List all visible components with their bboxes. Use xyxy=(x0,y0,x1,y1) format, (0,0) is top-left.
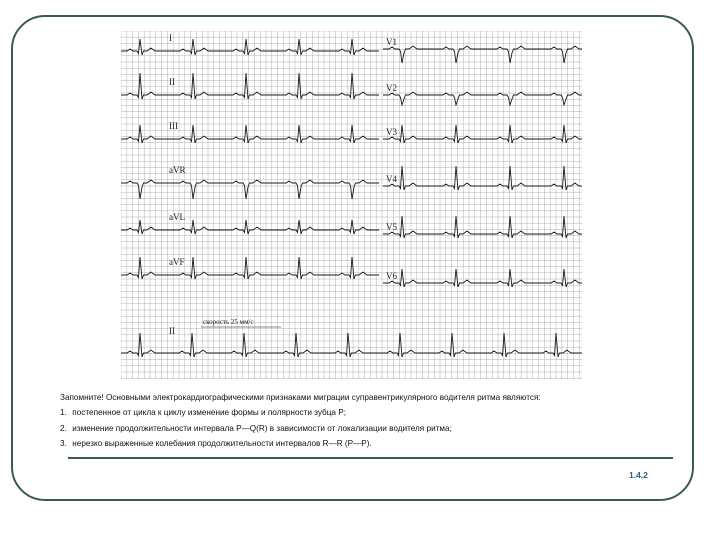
lead-label: V4 xyxy=(386,174,397,184)
ecg-trace-left xyxy=(121,180,379,199)
notes-block xyxy=(60,390,680,452)
notes-item-text: нерезко выраженные колебания продолжительности интервалов R—R (P—P). xyxy=(72,439,372,449)
lead-label: aVR xyxy=(169,165,186,175)
notes-item xyxy=(60,421,680,436)
notes-item xyxy=(60,405,680,420)
ecg-trace-left xyxy=(121,39,379,55)
ecg-svg xyxy=(121,31,582,379)
lead-label: aVF xyxy=(169,257,185,267)
notes-intro: Запомните! Основными электрокардиографическими признаками миграции суправентрикулярного водителя ритма являются: xyxy=(60,393,541,402)
lead-label: aVL xyxy=(169,212,185,222)
ecg-trace-right xyxy=(383,46,582,63)
lead-label: V2 xyxy=(386,83,397,93)
ecg-trace-right xyxy=(383,125,582,143)
ecg-trace-right xyxy=(383,269,582,287)
page-number: 1.4.2 xyxy=(629,470,648,480)
lead-label: V5 xyxy=(386,222,397,232)
ecg-trace-left xyxy=(121,220,379,234)
notes-item xyxy=(60,436,680,451)
lead-label: II xyxy=(169,326,175,336)
speed-label: скорость 25 мм/с xyxy=(203,318,254,326)
notes-item-text: постепенное от цикла к циклу изменение формы и полярности зубца P; xyxy=(72,408,346,418)
lead-label: V3 xyxy=(386,127,397,137)
lead-label: II xyxy=(169,77,175,87)
notes-item-number: 3. xyxy=(60,439,67,449)
notes-item-text: изменение продолжительности интервала P—Q(R) в зависимости от локализации водителя ритма; xyxy=(72,423,452,433)
divider-line xyxy=(68,457,673,459)
ecg-trace-right xyxy=(383,92,582,105)
lead-label: V6 xyxy=(386,271,397,281)
ecg-trace-left xyxy=(121,125,379,143)
ecg-trace-right xyxy=(383,166,582,190)
ecg-trace-right xyxy=(383,216,582,238)
ecg-trace-left xyxy=(121,73,379,99)
notes-item-number: 1. xyxy=(60,408,67,418)
notes-item-number: 2. xyxy=(60,423,67,433)
lead-label: I xyxy=(169,33,172,43)
ecg-chart xyxy=(121,31,582,379)
lead-label: V1 xyxy=(386,37,397,47)
lead-label: III xyxy=(169,121,178,131)
